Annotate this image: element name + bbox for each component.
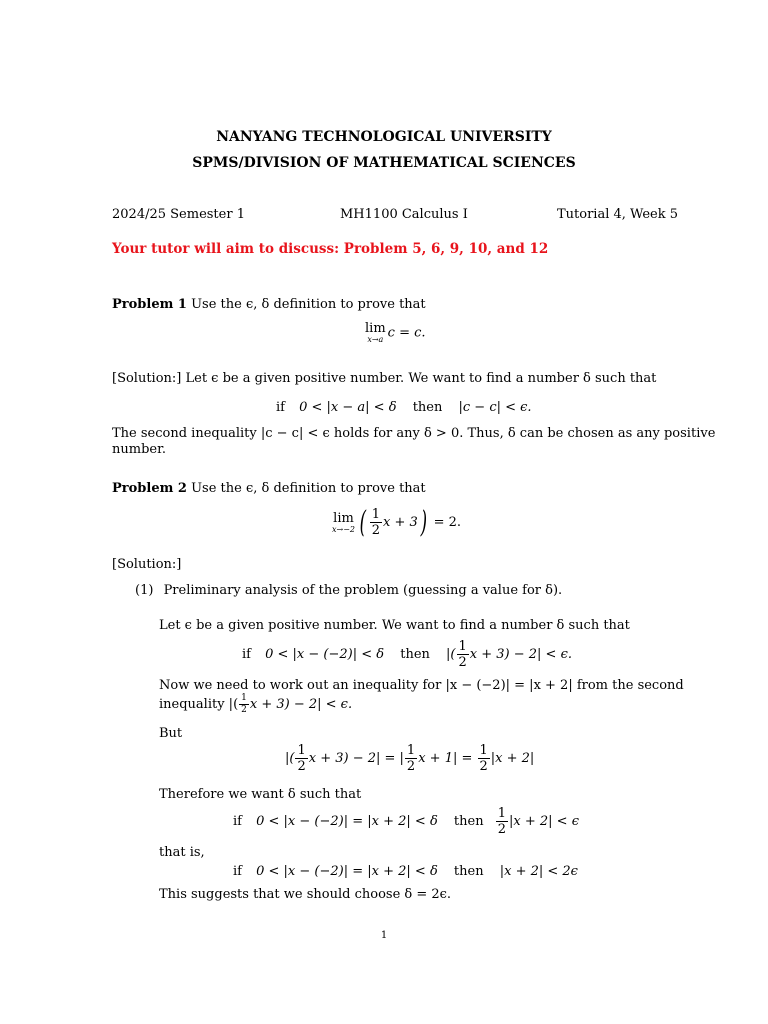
step-1-para-2-line-1: Now we need to work out an inequality for |x − (−2)| = |x + 2| from the second	[159, 678, 684, 693]
step-1-para-2-line-2: inequality |( $\frac{1}{2}$ x + 3) − 2| < ϵ.	[159, 693, 353, 715]
course-label: MH1100 Calculus I	[340, 207, 468, 222]
problem-1-text: Use the ϵ, δ definition to prove that	[191, 297, 426, 312]
lim-operator-2: lim x→−2	[332, 510, 356, 534]
semester-label: 2024/25 Semester 1	[112, 207, 245, 222]
half-fraction: $\frac{1}{2}$	[371, 507, 381, 538]
problem-1-label: Problem 1	[112, 297, 187, 312]
step-1-condition-1: if 0 < |x − (−2)| < δ then |( $\frac{1}{2}$ x + 3) − 2| < ϵ.	[242, 639, 572, 670]
university-title: NANYANG TECHNOLOGICAL UNIVERSITY	[216, 129, 552, 145]
lim-expression: c = c.	[387, 325, 426, 341]
problem-2-label: Problem 2	[112, 481, 187, 496]
suggestion-text: This suggests that we should choose δ = 2ϵ.	[159, 887, 452, 902]
page-number: 1	[380, 930, 388, 941]
problem-1-conclusion-1: The second inequality |c − c| < ϵ holds for any δ > 0. Thus, δ can be chosen as any positive	[112, 426, 716, 441]
lim-operator: lim x→a	[365, 321, 386, 344]
problem-2-solution-label: [Solution:]	[112, 557, 182, 572]
therefore-text: Therefore we want δ such that	[159, 787, 362, 802]
step-1-para-1: Let ϵ be a given positive number. We want to find a number δ such that	[159, 618, 630, 633]
problem-1-solution-intro: [Solution:] Let ϵ be a given positive number. We want to find a number δ such that	[112, 371, 657, 386]
problem-2-limit: lim x→−2 ( $\frac{1}{2}$ x + 3) = 2.	[332, 505, 462, 540]
problem-1-condition: if 0 < |x − a| < δ then |c − c| < ϵ.	[276, 400, 532, 415]
step-1-condition-3: if 0 < |x − (−2)| = |x + 2| < δ then |x + 2| < 2ϵ	[233, 864, 578, 879]
problem-1-limit	[365, 322, 426, 344]
problem-2-statement	[112, 481, 426, 496]
tutorial-label: Tutorial 4, Week 5	[556, 207, 678, 222]
equation-chain: |( $\frac{1}{2}$ x + 3) − 2| = | $\frac{1}{2}$ x + 1| = $\frac{1}{2}$ |x + 2|	[285, 743, 535, 774]
problem-1-conclusion-2: number.	[112, 442, 167, 457]
step-1-heading: (1) Preliminary analysis of the problem (guessing a value for δ).	[135, 583, 563, 598]
division-title: SPMS/DIVISION OF MATHEMATICAL SCIENCES	[192, 155, 576, 171]
discussion-notice: Your tutor will aim to discuss: Problem 5, 6, 9, 10, and 12	[112, 241, 549, 257]
problem-1-statement	[112, 297, 426, 312]
that-is-text: that is,	[159, 845, 205, 860]
problem-2-text: Use the ϵ, δ definition to prove that	[191, 481, 426, 496]
but-label: But	[159, 726, 183, 741]
step-1-condition-2: if 0 < |x − (−2)| = |x + 2| < δ then $\frac{1}{2}$ |x + 2| < ϵ	[233, 806, 579, 837]
